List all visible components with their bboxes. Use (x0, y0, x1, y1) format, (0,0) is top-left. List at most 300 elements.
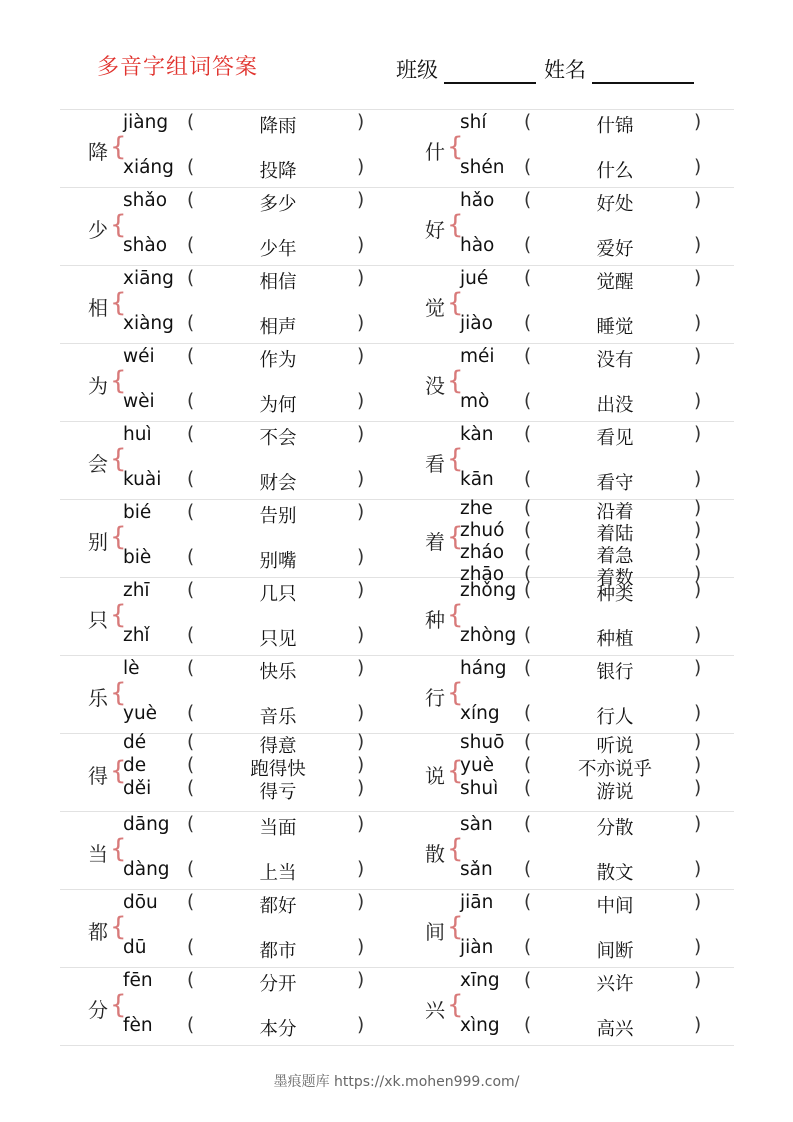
right-paren: ) (357, 580, 365, 601)
polyphone-cell-left (60, 734, 397, 811)
right-paren: ) (694, 498, 702, 519)
polyphone-cell-right (397, 344, 734, 421)
answer-word: 少年 (259, 239, 297, 260)
pinyin-text: háng (460, 658, 507, 679)
left-paren: ( (187, 346, 195, 367)
right-paren: ) (694, 520, 702, 541)
right-paren: ) (694, 469, 702, 490)
answer-word: 音乐 (259, 707, 297, 728)
pinyin-entry (60, 732, 397, 757)
left-paren: ( (524, 564, 532, 585)
left-paren: ( (187, 580, 195, 601)
polyphone-character: 着 (425, 530, 445, 554)
answer-table (60, 109, 734, 1046)
pinyin-entry (397, 1015, 734, 1040)
brace-icon: { (447, 366, 464, 396)
left-paren: ( (524, 1015, 532, 1036)
answer-word: 种植 (596, 629, 634, 650)
pinyin-text: zhòng (460, 625, 517, 646)
left-paren: ( (524, 391, 532, 412)
right-paren: ) (694, 814, 702, 835)
pinyin-text: hǎo (460, 190, 495, 211)
polyphone-cell-right (397, 188, 734, 265)
left-paren: ( (524, 658, 532, 679)
polyphone-character: 好 (425, 218, 445, 242)
polyphone-cell-right (397, 498, 734, 589)
right-paren: ) (694, 778, 702, 799)
left-paren: ( (524, 755, 532, 776)
right-paren: ) (694, 859, 702, 880)
answer-word: 投降 (259, 161, 297, 182)
pinyin-entry (397, 625, 734, 650)
pinyin-entry (60, 547, 397, 572)
left-paren: ( (187, 190, 195, 211)
right-paren: ) (357, 235, 365, 256)
polyphone-character: 降 (88, 140, 108, 164)
pinyin-entry (60, 970, 397, 995)
pinyin-entry (397, 424, 734, 449)
polyphone-cell-right (397, 734, 734, 811)
pinyin-entry (60, 703, 397, 728)
right-paren: ) (694, 732, 702, 753)
polyphone-character: 看 (425, 452, 445, 476)
pinyin-text: méi (460, 346, 495, 367)
pinyin-entry (60, 190, 397, 215)
polyphone-cell-right (397, 266, 734, 343)
left-paren: ( (524, 268, 532, 289)
right-paren: ) (694, 937, 702, 958)
brace-icon: { (110, 444, 127, 474)
right-paren: ) (357, 391, 365, 412)
brace-icon: { (447, 678, 464, 708)
polyphone-character: 没 (425, 374, 445, 398)
pinyin-entry (60, 313, 397, 338)
pinyin-text: děi (123, 778, 152, 799)
student-info-fields (396, 54, 694, 84)
pinyin-text: shuì (460, 778, 499, 799)
answer-word: 没有 (596, 350, 634, 371)
brace-icon: { (110, 288, 127, 318)
right-paren: ) (694, 112, 702, 133)
pinyin-entry (60, 235, 397, 260)
polyphone-character: 兴 (425, 998, 445, 1022)
left-paren: ( (524, 937, 532, 958)
pinyin-entry (397, 542, 734, 567)
right-paren: ) (357, 157, 365, 178)
pinyin-entry (397, 755, 734, 780)
brace-icon: { (447, 756, 464, 786)
pinyin-entry (60, 814, 397, 839)
right-paren: ) (694, 391, 702, 412)
pinyin-entry (397, 859, 734, 884)
table-row (60, 498, 734, 589)
pinyin-text: fēn (123, 970, 153, 991)
pinyin-text: kuài (123, 469, 162, 490)
polyphone-cell-left (60, 110, 397, 187)
pinyin-text: de (123, 755, 147, 776)
pinyin-text: biè (123, 547, 152, 568)
brace-icon: { (447, 444, 464, 474)
pinyin-text: xiàng (123, 313, 174, 334)
pinyin-entry (397, 580, 734, 605)
right-paren: ) (357, 469, 365, 490)
brace-icon: { (447, 912, 464, 942)
polyphone-cell-right (397, 656, 734, 733)
right-paren: ) (694, 424, 702, 445)
left-paren: ( (524, 732, 532, 753)
right-paren: ) (357, 346, 365, 367)
pinyin-text: dōu (123, 892, 158, 913)
pinyin-entry (397, 268, 734, 293)
left-paren: ( (187, 625, 195, 646)
polyphone-cell-right (397, 890, 734, 967)
left-paren: ( (187, 157, 195, 178)
left-paren: ( (524, 190, 532, 211)
pinyin-entry (60, 112, 397, 137)
pinyin-text: kàn (460, 424, 494, 445)
answer-word: 着急 (596, 546, 634, 567)
pinyin-text: mò (460, 391, 490, 412)
left-paren: ( (187, 937, 195, 958)
answer-word: 多少 (259, 194, 297, 215)
pinyin-entry (397, 235, 734, 260)
brace-icon: { (110, 600, 127, 630)
pinyin-text: zháo (460, 542, 505, 563)
answer-word: 行人 (596, 707, 634, 728)
polyphone-character: 少 (88, 218, 108, 242)
answer-word: 看见 (596, 428, 634, 449)
pinyin-entry (60, 424, 397, 449)
pinyin-text: fèn (123, 1015, 153, 1036)
pinyin-entry (397, 391, 734, 416)
pinyin-entry (60, 778, 397, 803)
pinyin-entry (60, 346, 397, 371)
pinyin-text: shuō (460, 732, 505, 753)
left-paren: ( (187, 547, 195, 568)
answer-word: 中间 (596, 896, 634, 917)
table-row (60, 188, 734, 266)
answer-word: 游说 (596, 782, 634, 803)
polyphone-cell-left (60, 968, 397, 1045)
answer-word: 得亏 (259, 782, 297, 803)
right-paren: ) (357, 778, 365, 799)
pinyin-entry (60, 937, 397, 962)
polyphone-cell-right (397, 968, 734, 1045)
left-paren: ( (524, 157, 532, 178)
answer-word: 着陆 (596, 524, 634, 545)
pinyin-text: yuè (123, 703, 158, 724)
polyphone-character: 觉 (425, 296, 445, 320)
pinyin-entry (397, 520, 734, 545)
polyphone-character: 只 (88, 608, 108, 632)
answer-word: 本分 (259, 1019, 297, 1040)
polyphone-cell-left (60, 188, 397, 265)
pinyin-entry (60, 391, 397, 416)
polyphone-character: 什 (425, 140, 445, 164)
pinyin-entry (397, 112, 734, 137)
right-paren: ) (694, 564, 702, 585)
left-paren: ( (187, 313, 195, 334)
left-paren: ( (187, 814, 195, 835)
pinyin-text: hào (460, 235, 495, 256)
left-paren: ( (187, 892, 195, 913)
table-row (60, 578, 734, 656)
brace-icon: { (110, 756, 127, 786)
answer-word: 为何 (259, 395, 297, 416)
pinyin-text: xiāng (123, 268, 174, 289)
pinyin-text: bié (123, 502, 152, 523)
right-paren: ) (694, 755, 702, 776)
answer-word: 作为 (259, 350, 297, 371)
polyphone-cell-left (60, 422, 397, 499)
pinyin-text: xíng (460, 703, 500, 724)
answer-word: 听说 (596, 736, 634, 757)
brace-icon: { (110, 990, 127, 1020)
polyphone-character: 得 (88, 764, 108, 788)
pinyin-text: shí (460, 112, 487, 133)
pinyin-entry (60, 469, 397, 494)
left-paren: ( (187, 235, 195, 256)
pinyin-text: xìng (460, 1015, 500, 1036)
right-paren: ) (357, 814, 365, 835)
left-paren: ( (524, 814, 532, 835)
polyphone-cell-left (60, 890, 397, 967)
left-paren: ( (187, 502, 195, 523)
polyphone-character: 会 (88, 452, 108, 476)
polyphone-cell-left (60, 500, 397, 577)
pinyin-entry (397, 892, 734, 917)
pinyin-text: wèi (123, 391, 155, 412)
pinyin-entry (60, 580, 397, 605)
answer-word: 快乐 (259, 662, 297, 683)
polyphone-character: 行 (425, 686, 445, 710)
pinyin-text: sàn (460, 814, 493, 835)
pinyin-entry (60, 859, 397, 884)
brace-icon: { (447, 132, 464, 162)
name-label: 姓名 (544, 58, 586, 82)
pinyin-text: zhāo (460, 564, 505, 585)
answer-word: 分开 (259, 974, 297, 995)
name-blank-line (592, 60, 694, 84)
polyphone-cell-left (60, 812, 397, 889)
right-paren: ) (694, 157, 702, 178)
answer-word: 兴许 (596, 974, 634, 995)
page-title: 多音字组词答案 (97, 55, 259, 80)
answer-word: 几只 (259, 584, 297, 605)
brace-icon: { (110, 834, 127, 864)
left-paren: ( (187, 112, 195, 133)
right-paren: ) (357, 970, 365, 991)
table-row (60, 812, 734, 890)
pinyin-text: jiàng (123, 112, 169, 133)
left-paren: ( (524, 892, 532, 913)
brace-icon: { (447, 522, 464, 552)
left-paren: ( (524, 778, 532, 799)
polyphone-character: 当 (88, 842, 108, 866)
pinyin-text: jiàn (460, 937, 494, 958)
right-paren: ) (357, 502, 365, 523)
pinyin-text: xīng (460, 970, 500, 991)
pinyin-entry (397, 346, 734, 371)
right-paren: ) (694, 235, 702, 256)
pinyin-text: lè (123, 658, 140, 679)
brace-icon: { (447, 288, 464, 318)
answer-word: 降雨 (259, 116, 297, 137)
polyphone-character: 说 (425, 764, 445, 788)
pinyin-text: jiào (460, 313, 493, 334)
right-paren: ) (357, 268, 365, 289)
polyphone-character: 种 (425, 608, 445, 632)
pinyin-entry (60, 1015, 397, 1040)
right-paren: ) (694, 580, 702, 601)
pinyin-text: wéi (123, 346, 155, 367)
table-row (60, 344, 734, 422)
pinyin-entry (397, 498, 734, 523)
pinyin-text: shào (123, 235, 168, 256)
answer-word: 种类 (596, 584, 634, 605)
right-paren: ) (357, 937, 365, 958)
answer-word: 银行 (596, 662, 634, 683)
brace-icon: { (447, 210, 464, 240)
class-label: 班级 (396, 58, 438, 82)
answer-word: 爱好 (596, 239, 634, 260)
right-paren: ) (694, 542, 702, 563)
pinyin-text: dé (123, 732, 147, 753)
polyphone-cell-left (60, 578, 397, 655)
left-paren: ( (524, 424, 532, 445)
answer-word: 都好 (259, 896, 297, 917)
left-paren: ( (524, 235, 532, 256)
pinyin-entry (60, 658, 397, 683)
answer-word: 沿着 (596, 502, 634, 523)
polyphone-cell-right (397, 422, 734, 499)
table-row (60, 890, 734, 968)
left-paren: ( (187, 1015, 195, 1036)
table-row (60, 656, 734, 734)
right-paren: ) (694, 190, 702, 211)
right-paren: ) (357, 547, 365, 568)
answer-word: 分散 (596, 818, 634, 839)
right-paren: ) (357, 1015, 365, 1036)
left-paren: ( (524, 112, 532, 133)
polyphone-cell-left (60, 656, 397, 733)
left-paren: ( (187, 703, 195, 724)
right-paren: ) (357, 658, 365, 679)
right-paren: ) (357, 424, 365, 445)
left-paren: ( (187, 469, 195, 490)
pinyin-text: huì (123, 424, 152, 445)
left-paren: ( (187, 778, 195, 799)
polyphone-cell-right (397, 812, 734, 889)
answer-word: 睡觉 (596, 317, 634, 338)
right-paren: ) (694, 892, 702, 913)
answer-word: 跑得快 (250, 759, 306, 780)
pinyin-text: jué (460, 268, 489, 289)
brace-icon: { (110, 210, 127, 240)
pinyin-entry (60, 892, 397, 917)
pinyin-text: kān (460, 469, 494, 490)
left-paren: ( (524, 970, 532, 991)
pinyin-entry (60, 268, 397, 293)
left-paren: ( (187, 658, 195, 679)
pinyin-entry (397, 970, 734, 995)
table-row (60, 734, 734, 812)
answer-word: 都市 (259, 941, 297, 962)
left-paren: ( (524, 703, 532, 724)
left-paren: ( (524, 313, 532, 334)
answer-word: 高兴 (596, 1019, 634, 1040)
pinyin-text: sǎn (460, 859, 493, 880)
answer-word: 上当 (259, 863, 297, 884)
polyphone-cell-left (60, 266, 397, 343)
left-paren: ( (187, 859, 195, 880)
polyphone-character: 散 (425, 842, 445, 866)
pinyin-text: yuè (460, 755, 495, 776)
right-paren: ) (694, 703, 702, 724)
right-paren: ) (357, 190, 365, 211)
left-paren: ( (524, 346, 532, 367)
left-paren: ( (187, 391, 195, 412)
answer-word: 不会 (259, 428, 297, 449)
left-paren: ( (187, 424, 195, 445)
right-paren: ) (694, 268, 702, 289)
pinyin-entry (397, 814, 734, 839)
answer-word: 相声 (259, 317, 297, 338)
pinyin-text: zhuó (460, 520, 505, 541)
pinyin-text: dū (123, 937, 147, 958)
polyphone-character: 分 (88, 998, 108, 1022)
right-paren: ) (694, 313, 702, 334)
answer-word: 看守 (596, 473, 634, 494)
answer-word: 财会 (259, 473, 297, 494)
pinyin-text: dàng (123, 859, 170, 880)
right-paren: ) (357, 625, 365, 646)
answer-word: 只见 (259, 629, 297, 650)
right-paren: ) (694, 970, 702, 991)
polyphone-cell-left (60, 344, 397, 421)
brace-icon: { (447, 990, 464, 1020)
answer-word: 什么 (596, 161, 634, 182)
polyphone-cell-right (397, 110, 734, 187)
answer-word: 着数 (596, 568, 634, 589)
pinyin-text: xiáng (123, 157, 174, 178)
right-paren: ) (694, 658, 702, 679)
answer-word: 好处 (596, 194, 634, 215)
answer-word: 什锦 (596, 116, 634, 137)
footer-watermark: 墨痕题库 https://xk.mohen999.com/ (273, 1074, 520, 1090)
brace-icon: { (447, 834, 464, 864)
pinyin-entry (60, 625, 397, 650)
polyphone-character: 乐 (88, 686, 108, 710)
answer-word: 间断 (596, 941, 634, 962)
table-row (60, 110, 734, 188)
pinyin-entry (397, 732, 734, 757)
pinyin-text: zhǐ (123, 625, 150, 646)
pinyin-text: zhe (460, 498, 493, 519)
polyphone-character: 为 (88, 374, 108, 398)
left-paren: ( (524, 520, 532, 541)
pinyin-entry (397, 157, 734, 182)
right-paren: ) (357, 859, 365, 880)
right-paren: ) (357, 755, 365, 776)
left-paren: ( (524, 542, 532, 563)
right-paren: ) (357, 313, 365, 334)
brace-icon: { (110, 132, 127, 162)
right-paren: ) (357, 732, 365, 753)
pinyin-entry (60, 157, 397, 182)
right-paren: ) (694, 625, 702, 646)
polyphone-character: 都 (88, 920, 108, 944)
